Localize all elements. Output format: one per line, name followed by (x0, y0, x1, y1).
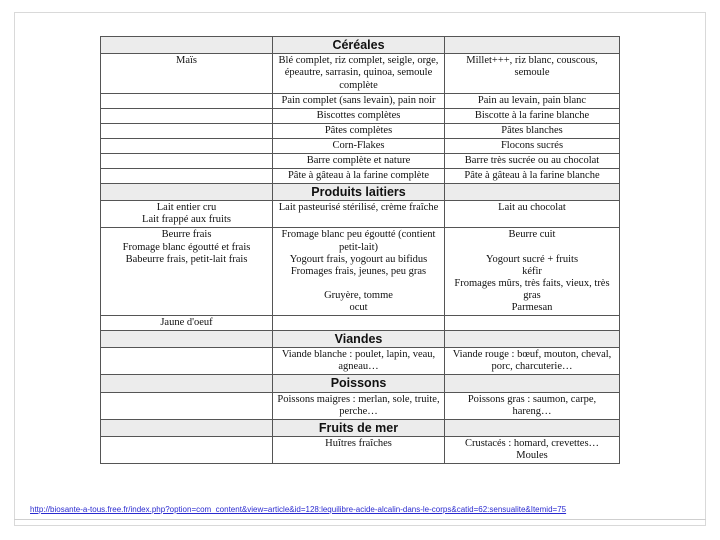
alkaline-cell: Beurre frais Fromage blanc égoutté et frais Babeurre frais, petit-lait frais (101, 228, 273, 315)
alkaline-cell (101, 392, 273, 419)
neutral-cell (273, 315, 445, 330)
neutral-cell: Corn-Flakes (273, 138, 445, 153)
neutral-cell: Huîtres fraîches (273, 437, 445, 464)
acid-cell: Flocons sucrés (445, 138, 620, 153)
header-spacer (445, 183, 620, 200)
table-row (101, 201, 620, 228)
table-row (101, 228, 620, 315)
table-row (101, 153, 620, 168)
header-spacer (445, 330, 620, 347)
acid-cell: Pâte à gâteau à la farine blanche (445, 168, 620, 183)
alkaline-cell (101, 437, 273, 464)
alkaline-cell (101, 348, 273, 375)
acid-cell: Biscotte à la farine blanche (445, 108, 620, 123)
alkaline-cell (101, 108, 273, 123)
table-row (101, 108, 620, 123)
table-row (101, 168, 620, 183)
source-link[interactable]: http://biosante-a-tous.free.fr/index.php?option=com_content&view=article&id=128:lequilibre-acide-alcalin-dans-le-corps&catid=62:sensualite&Itemid=75 (30, 505, 567, 514)
footer-divider (14, 519, 706, 520)
table-row (101, 392, 620, 419)
alkaline-cell (101, 123, 273, 138)
neutral-cell: Pain complet (sans levain), pain noir (273, 93, 445, 108)
neutral-cell: Pâte à gâteau à la farine complète (273, 168, 445, 183)
alkaline-cell: Lait entier cru Lait frappé aux fruits (101, 201, 273, 228)
section-title: Fruits de mer (273, 419, 445, 436)
table-row (101, 123, 620, 138)
neutral-cell: Barre complète et nature (273, 153, 445, 168)
table-row (101, 315, 620, 330)
neutral-cell: Pâtes complètes (273, 123, 445, 138)
alkaline-cell (101, 93, 273, 108)
acid-cell (445, 315, 620, 330)
section-title: Viandes (273, 330, 445, 347)
neutral-cell: Blé complet, riz complet, seigle, orge, épeautre, sarrasin, quinoa, semoule complète (273, 54, 445, 93)
header-spacer (101, 37, 273, 54)
neutral-cell: Lait pasteurisé stérilisé, crème fraîche (273, 201, 445, 228)
table-row (101, 138, 620, 153)
acid-cell: Lait au chocolat (445, 201, 620, 228)
neutral-cell: Fromage blanc peu égoutté (contient petit-lait) Yogourt frais, yogourt au bifidus Fromages frais, jeunes, peu gras Gruyère, tomme ocut (273, 228, 445, 315)
table-row (101, 437, 620, 464)
acid-cell: Viande rouge : bœuf, mouton, cheval, porc, charcuterie… (445, 348, 620, 375)
neutral-cell: Biscottes complètes (273, 108, 445, 123)
acid-cell: Pain au levain, pain blanc (445, 93, 620, 108)
neutral-cell: Viande blanche : poulet, lapin, veau, agneau… (273, 348, 445, 375)
section-title: Céréales (273, 37, 445, 54)
section-header-row (101, 330, 620, 347)
table-row (101, 54, 620, 93)
header-spacer (101, 330, 273, 347)
header-spacer (445, 375, 620, 392)
header-spacer (101, 375, 273, 392)
alkaline-cell (101, 153, 273, 168)
acid-cell: Millet+++, riz blanc, couscous, semoule (445, 54, 620, 93)
header-spacer (101, 419, 273, 436)
section-header-row (101, 183, 620, 200)
alkaline-cell: Maïs (101, 54, 273, 93)
section-header-row (101, 375, 620, 392)
header-spacer (445, 419, 620, 436)
acid-cell: Crustacés : homard, crevettes… Moules (445, 437, 620, 464)
alkaline-cell (101, 138, 273, 153)
neutral-cell: Poissons maigres : merlan, sole, truite, perche… (273, 392, 445, 419)
food-acid-alkaline-table (100, 36, 620, 464)
acid-cell: Beurre cuit Yogourt sucré + fruits kéfir Fromages mûrs, très faits, vieux, très gras Parmesan (445, 228, 620, 315)
header-spacer (101, 183, 273, 200)
header-spacer (445, 37, 620, 54)
table-row (101, 93, 620, 108)
table-row (101, 348, 620, 375)
section-title: Poissons (273, 375, 445, 392)
section-header-row (101, 37, 620, 54)
acid-cell: Pâtes blanches (445, 123, 620, 138)
section-header-row (101, 419, 620, 436)
acid-cell: Poissons gras : saumon, carpe, hareng… (445, 392, 620, 419)
alkaline-cell (101, 168, 273, 183)
acid-cell: Barre très sucrée ou au chocolat (445, 153, 620, 168)
alkaline-cell: Jaune d'oeuf (101, 315, 273, 330)
section-title: Produits laitiers (273, 183, 445, 200)
